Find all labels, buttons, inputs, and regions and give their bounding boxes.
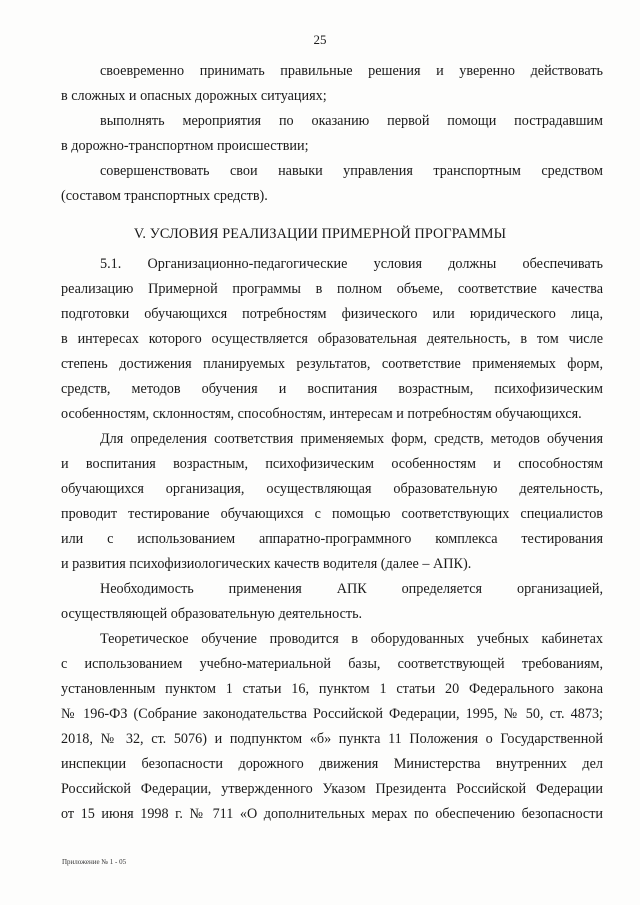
text-line: установленным пунктом 1 статьи 16, пунктом 1 статьи 20 Федерального закона bbox=[61, 681, 603, 697]
text-line: проводит тестирование обучающихся с помощью соответствующих специалистов bbox=[61, 506, 603, 522]
section-body bbox=[61, 252, 603, 827]
text-line: средств, методов обучения и воспитания возрастным, психофизическим bbox=[61, 381, 603, 397]
text-line: обучающихся организация, осуществляющая образовательную деятельность, bbox=[61, 481, 603, 497]
intro-list bbox=[61, 59, 603, 209]
page-footer: Приложение № 1 - 05 bbox=[62, 858, 127, 866]
text-line: Теоретическое обучение проводится в оборудованных учебных кабинетах bbox=[100, 631, 603, 647]
text-line: Российской Федерации, утвержденного Указом Президента Российской Федерации bbox=[61, 781, 603, 797]
text-line: степень достижения планируемых результатов, соответствие применяемых форм, bbox=[61, 356, 603, 372]
text-line: подготовки обучающихся потребностям физического или юридического лица, bbox=[61, 306, 603, 322]
text-line: 5.1. Организационно-педагогические условия должны обеспечивать bbox=[100, 256, 603, 272]
text-line: особенностям, склонностям, способностям, интересам и потребностям обучающихся. bbox=[61, 406, 582, 422]
text-line: в интересах которого осуществляется образовательная деятельность, в том числе bbox=[61, 331, 603, 347]
text-line: Необходимость применения АПК определяется организацией, bbox=[100, 581, 603, 597]
text-line: реализацию Примерной программы в полном объеме, соответствие качества bbox=[61, 281, 603, 297]
text-line: № 196-ФЗ (Собрание законодательства Российской Федерации, 1995, № 50, ст. 4873; bbox=[61, 706, 603, 722]
text-line: выполнять мероприятия по оказанию первой помощи пострадавшим bbox=[100, 113, 603, 129]
text-line: или с использованием аппаратно-программного комплекса тестирования bbox=[61, 531, 603, 547]
text-line: совершенствовать свои навыки управления транспортным средством bbox=[100, 163, 603, 179]
text-line: инспекции безопасности дорожного движения Министерства внутренних дел bbox=[61, 756, 603, 772]
text-line: и воспитания возрастным, психофизическим особенностям и способностям bbox=[61, 456, 603, 472]
page-number: 25 bbox=[313, 32, 327, 47]
text-line: с использованием учебно-материальной базы, соответствующей требованиям, bbox=[61, 656, 603, 672]
text-line: от 15 июня 1998 г. № 711 «О дополнительных мерах по обеспечению безопасности bbox=[61, 806, 603, 822]
text-line: (составом транспортных средств). bbox=[61, 188, 268, 204]
text-line: своевременно принимать правильные решения и уверенно действовать bbox=[100, 63, 603, 79]
text-line: в сложных и опасных дорожных ситуациях; bbox=[61, 88, 327, 104]
text-line: осуществляющей образовательную деятельность. bbox=[61, 606, 363, 622]
text-line: и развития психофизиологических качеств водителя (далее – АПК). bbox=[61, 556, 472, 572]
text-line: Для определения соответствия применяемых форм, средств, методов обучения bbox=[100, 431, 603, 447]
section-heading: V. УСЛОВИЯ РЕАЛИЗАЦИИ ПРИМЕРНОЙ ПРОГРАММЫ bbox=[133, 226, 507, 242]
text-line: 2018, № 32, ст. 5076) и подпунктом «б» пункта 11 Положения о Государственной bbox=[61, 731, 603, 747]
text-line: в дорожно-транспортном происшествии; bbox=[61, 138, 309, 154]
